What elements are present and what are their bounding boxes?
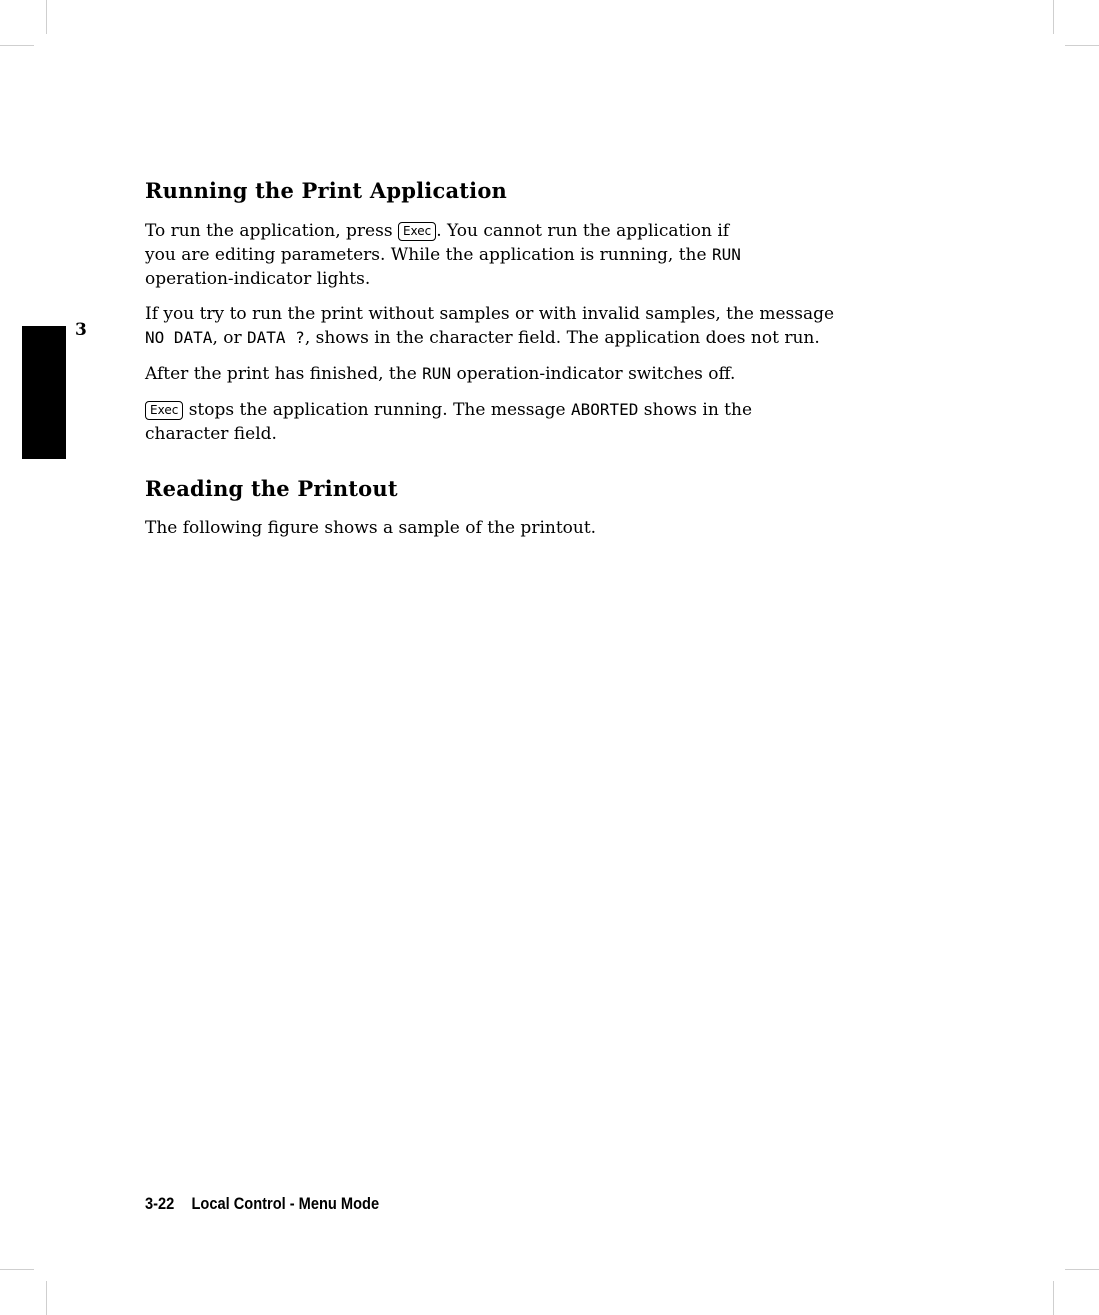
crop-mark [0, 45, 34, 46]
section-heading-running: Running the Print Application [145, 178, 508, 203]
paragraph-finished: After the print has finished, the RUN operation-indicator switches off. [145, 364, 736, 384]
paragraph-abort-line2: character field. [145, 424, 277, 444]
crop-mark [1065, 45, 1099, 46]
run-code: RUN [711, 245, 741, 264]
footer-title: Local Control - Menu Mode [191, 1194, 380, 1213]
paragraph-run-line3: operation-indicator lights. [145, 269, 371, 289]
paragraph-figure-intro: The following figure shows a sample of the printout. [145, 518, 597, 538]
crop-mark [46, 0, 47, 34]
exec-key: Exec [398, 222, 436, 241]
chapter-tab [22, 326, 66, 459]
no-data-code: NO DATA [145, 328, 213, 347]
section-heading-reading: Reading the Printout [145, 476, 398, 501]
data-q-code: DATA ? [247, 328, 305, 347]
crop-mark [1053, 0, 1054, 34]
paragraph-nodata-line1: If you try to run the print without samples or with invalid samples, the message [145, 304, 835, 324]
paragraph-run-line2: you are editing parameters. While the application is running, the RUN [145, 245, 741, 265]
crop-mark [46, 1281, 47, 1315]
paragraph-abort-line1: Exec stops the application running. The message ABORTED shows in the [145, 398, 752, 422]
run-code: RUN [422, 364, 452, 383]
crop-mark [1065, 1269, 1099, 1270]
page-number: 3-22 [145, 1194, 175, 1213]
page-footer [145, 1194, 379, 1214]
crop-mark [0, 1269, 34, 1270]
chapter-tab-number: 3 [75, 320, 87, 340]
aborted-code: ABORTED [570, 400, 639, 419]
crop-mark [1053, 1281, 1054, 1315]
paragraph-run-line1: To run the application, press Exec . You cannot run the application if [145, 221, 730, 241]
exec-key: Exec [145, 401, 183, 420]
paragraph-nodata-line2: NO DATA, or DATA ?, shows in the character field. The application does not run. [145, 328, 820, 348]
